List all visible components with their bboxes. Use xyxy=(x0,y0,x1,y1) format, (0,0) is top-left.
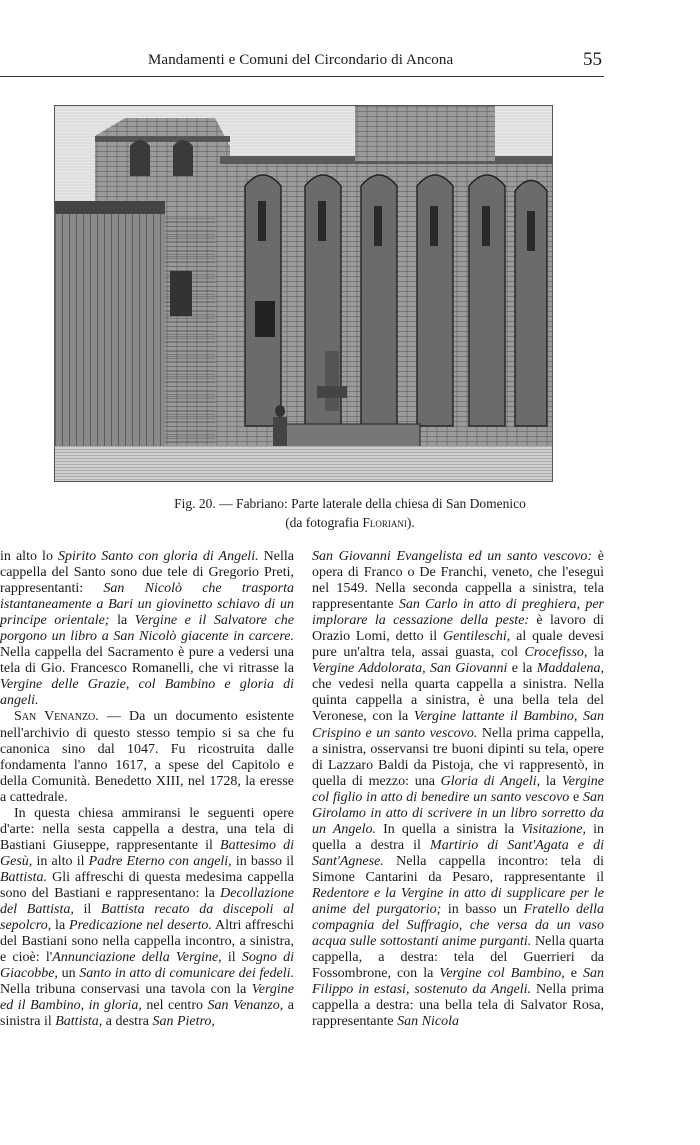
italic-title: Fratello della compagnia del Suffragio, che versa da un vaso acqua sulle sottostanti anime purganti. xyxy=(312,902,605,950)
italic-title: San Venanzo, xyxy=(207,998,284,1014)
caption-source-prefix: (da fotografia xyxy=(285,515,363,530)
right-column xyxy=(312,549,604,1030)
caption-source-suffix: ). xyxy=(406,515,415,530)
church-engraving-image xyxy=(55,106,552,481)
italic-title: San Nicola xyxy=(397,1014,459,1030)
italic-title: San Pietro, xyxy=(152,1014,215,1030)
italic-title: Vergine Addolorata, San Giovanni xyxy=(312,661,508,677)
italic-title: Predicazione nel deserto. xyxy=(69,918,212,934)
caption-line-1: Fig. 20. — Fabriano: Parte laterale della chiesa di San Domenico xyxy=(174,496,526,511)
italic-title: Martirio di Sant'Agata e di Sant'Agnese. xyxy=(312,837,604,869)
italic-title: San Filippo in estasi, sostenuto da Angeli. xyxy=(312,966,604,998)
italic-title: Padre Eterno con angeli, xyxy=(88,853,232,869)
italic-title: San Giovanni Evangelista ed un santo vescovo: xyxy=(312,549,593,564)
italic-title: Gentileschi, xyxy=(443,629,511,645)
italic-title: San Carlo in atto di preghiera, per implorare la cessazione della peste: xyxy=(312,597,605,629)
italic-title: Crocefisso, xyxy=(524,645,588,661)
page-number: 55 xyxy=(583,49,602,70)
left-column xyxy=(0,549,294,1030)
caption-line-2 xyxy=(0,513,700,532)
running-header xyxy=(0,50,700,72)
figure-caption xyxy=(0,494,700,532)
left-column-paragraph: In questa chiesa ammiransi le seguenti opere d'arte: nella sesta cappella a destra, una tela di Bastiani Giuseppe, rappresentante il Battesimo di Gesù, in alto il Padre Eterno con angeli, in basso il Battista. Gli affreschi di questa medesima cappella sono del Bastiani e rappresentano: la Decollazione del Battista, il Battista recato da discepoli al sepolcro, la Predicazione nel deserto. Altri affreschi del Bastiani sono nella cappella incontro, a sinistra, e cioè: l'Annunciazione della Vergine, il Sogno di Giacobbe, un Santo in atto di comunicare dei fedeli. Nella tribuna conservasi una tavola con la Vergine ed il Bambino, in gloria, nel centro San Venanzo, a sinistra il Battista, a destra San Pietro, xyxy=(0,805,295,1030)
italic-title: Visitazione, xyxy=(521,821,586,837)
italic-title: Battesimo di Gesù, xyxy=(0,837,294,869)
italic-title: Maddalena, xyxy=(536,661,604,677)
section-heading: San Venanzo. xyxy=(14,709,99,725)
italic-title: Vergine e il Salvatore che porgono un libro a San Nicolò giacente in carcere. xyxy=(0,613,294,645)
header-rule xyxy=(0,76,604,77)
italic-title: Vergine lattante il Bambino, San Crispino e un santo vescovo. xyxy=(312,709,604,741)
italic-title: Vergine col figlio in atto di benedire un santo vescovo xyxy=(312,773,604,805)
italic-title: Gloria di Angeli, xyxy=(440,773,541,789)
italic-title: Vergine ed il Bambino, in gloria, xyxy=(0,982,294,1014)
italic-title: Battista recato da discepoli al sepolcro, xyxy=(0,902,294,934)
italic-title: Vergine col Bambino, xyxy=(439,966,565,982)
italic-title: Battista, xyxy=(55,1014,103,1030)
left-column-paragraph: in alto lo Spirito Santo con gloria di Angeli. Nella cappella del Santo sono due tele di Gregorio Preti, rappresentanti: San Nicolò che trasporta istantaneamente a Bari un giovinetto schiavo di un principe orientale; la Vergine e il Salvatore che porgono un libro a San Nicolò giacente in carcere. Nella cappella del Sacramento è pure a vedersi una tela di Gio. Francesco Romanelli, che vi ritrasse la Vergine delle Grazie, col Bambino e gloria di angeli. xyxy=(0,549,294,709)
italic-title: Vergine delle Grazie, col Bambino e gloria di angeli. xyxy=(0,677,294,709)
engraving-figure xyxy=(54,105,553,482)
left-column-paragraph: San Venanzo. — Da un documento esistente nell'archivio di questo stesso tempio si sa che fu canonica sino dal 1047. Fu ricostruita dalle fondamenta l'anno 1617, a spese del Capitolo e della Comunità. Benedetto XIII, nel 1728, la eresse a cattedrale. xyxy=(0,709,294,805)
italic-title: San Girolamo in atto di scrivere in un libro sorretto da un Angelo. xyxy=(312,789,605,837)
italic-title: Santo in atto di comunicare dei fedeli. xyxy=(79,966,295,982)
caption-photographer: Floriani xyxy=(362,515,407,530)
running-title: Mandamenti e Comuni del Circondario di Ancona xyxy=(148,52,454,68)
italic-title: Sogno di Giacobbe, xyxy=(0,950,294,982)
italic-title: Battista. xyxy=(0,869,48,885)
italic-title: Redentore e la Vergine in atto di supplicare per le anime del purgatorio; xyxy=(312,885,604,918)
italic-title: Spirito Santo con gloria di Angeli. xyxy=(58,549,259,564)
italic-title: San Nicolò che trasporta istantaneamente a Bari un giovinetto schiavo di un principe orientale; xyxy=(0,581,294,629)
italic-title: Annunciazione della Vergine, xyxy=(52,950,222,966)
right-column-paragraph: San Giovanni Evangelista ed un santo vescovo: è opera di Franco o De Franchi, veneto, che l'eseguì nel 1549. Nella seconda cappella a sinistra, tela rappresentante San Carlo in atto di preghiera, per implorare la cessazione della peste: è lavoro di Orazio Lomi, detto il Gentileschi, al quale devesi pure un'altra tela, assai guasta, col Crocefisso, la Vergine Addolorata, San Giovanni e la Maddalena, che vedesi nella quarta cappella a sinistra. Nella quinta cappella a sinistra, è una bella tela del Veronese, con la Vergine lattante il Bambino, San Crispino e un santo vescovo. Nella prima cappella, a sinistra, osservansi tre buoni dipinti su tela, opere di Lazzaro Baldi da Pistoja, che vi rappresentò, in quella di mezzo: una Gloria di Angeli, la Vergine col figlio in atto di benedire un santo vescovo e San Girolamo in atto di scrivere in un libro sorretto da un Angelo. In quella a sinistra la Visitazione, in quella a destra il Martirio di Sant'Agata e di Sant'Agnese. Nella cappella incontro: tela di Simone Cantarini da Pesaro, rappresentante il Redentore e la Vergine in atto di supplicare per le anime del purgatorio; in basso un Fratello della compagnia del Suffragio, che versa da un vaso acqua sulle sottostanti anime purganti. Nella quarta cappella, a destra: tela del Guerrieri da Fossombrone, con la Vergine col Bambino, e San Filippo in estasi, sostenuto da Angeli. Nella prima cappella a destra: una bella tela di Salvator Rosa, rappresentante San Nicola xyxy=(312,549,605,1030)
italic-title: Decollazione del Battista, xyxy=(0,885,294,918)
